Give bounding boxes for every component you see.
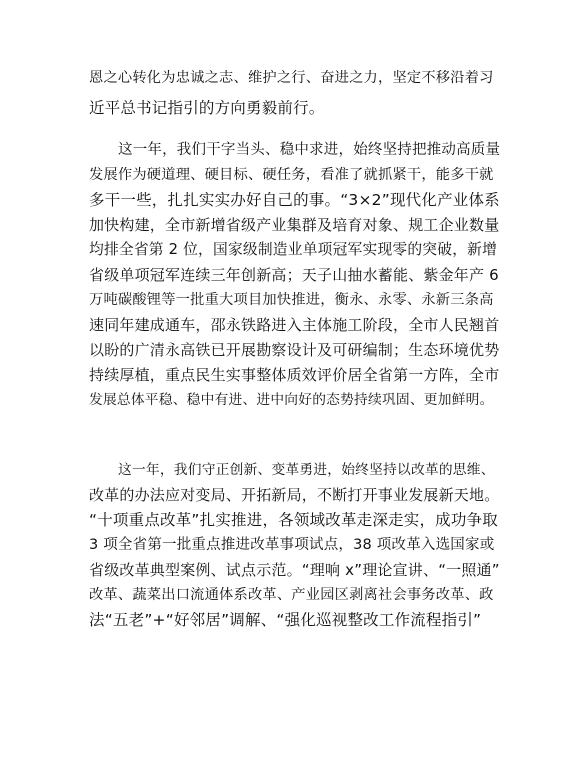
text-line: 这一年，我们守正创新、变革勇进，始终坚持以改革的思维、 [118,462,495,478]
text-line: “十项重点改革”扎实推进，各领域改革走深走实，成功争取 [89,511,498,529]
text-line: 省级单项冠军连续三年创新高；天子山抽水蓄能、紫金年产 6 [89,266,499,284]
text-line: 发展总体平稳、稳中有进、进中向好的态势持续巩固、更加鲜明。 [89,392,494,408]
text-line: 均排全省第 2 位，国家级制造业单项冠军实现零的突破，新增 [89,241,498,258]
text-line: 3 项全省第一批重点推进改革事项试点，38 项改革入选国家或 [89,537,495,553]
text-line: 加快构建，全市新增省级产业集群及培育对象、规工企业数量 [89,216,500,234]
text-line: 速同年建成通车，邵永铁路进入主体施工阶段，全市人民翘首 [89,316,500,334]
text-line: 以盼的广清永高铁已开展勘察设计及可研编制；生态环境优势 [89,341,500,359]
text-line: 省级改革典型案例、试点示范。“理响 x”理论宣讲、“一照通” [89,561,500,579]
text-line: 法“五老”+“好邻居”调解、“强化巡视整改工作流程指引” [89,611,482,629]
text-line: 持续厚植，重点民生实事整体质效评价居全省第一方阵，全市 [89,366,500,384]
text-line: 这一年，我们干字当头、稳中求进，始终坚持把推动高质量 [118,142,501,158]
text-line: 万吨碳酸锂等一批重大项目加快推进，衡永、永零、永新三条高 [89,292,494,308]
text-line: 多干一些，扎扎实实办好自己的事。“3×2”现代化产业体系 [89,191,500,209]
text-line: 恩之心转化为忠诚之志、维护之行、奋进之力，坚定不移沿着习 [89,70,494,86]
text-line: 改革的办法应对变局、开拓新局，不断打开事业发展新天地。 [89,486,500,504]
text-line: 改革、蔬菜出口流通体系改革、产业园区剥离社会事务改革、政 [89,587,494,603]
text-line: 近平总书记指引的方向勇毅前行。 [89,99,325,117]
text-line: 发展作为硬道理、硬目标、硬任务，看准了就抓紧干，能多干就 [89,167,494,183]
